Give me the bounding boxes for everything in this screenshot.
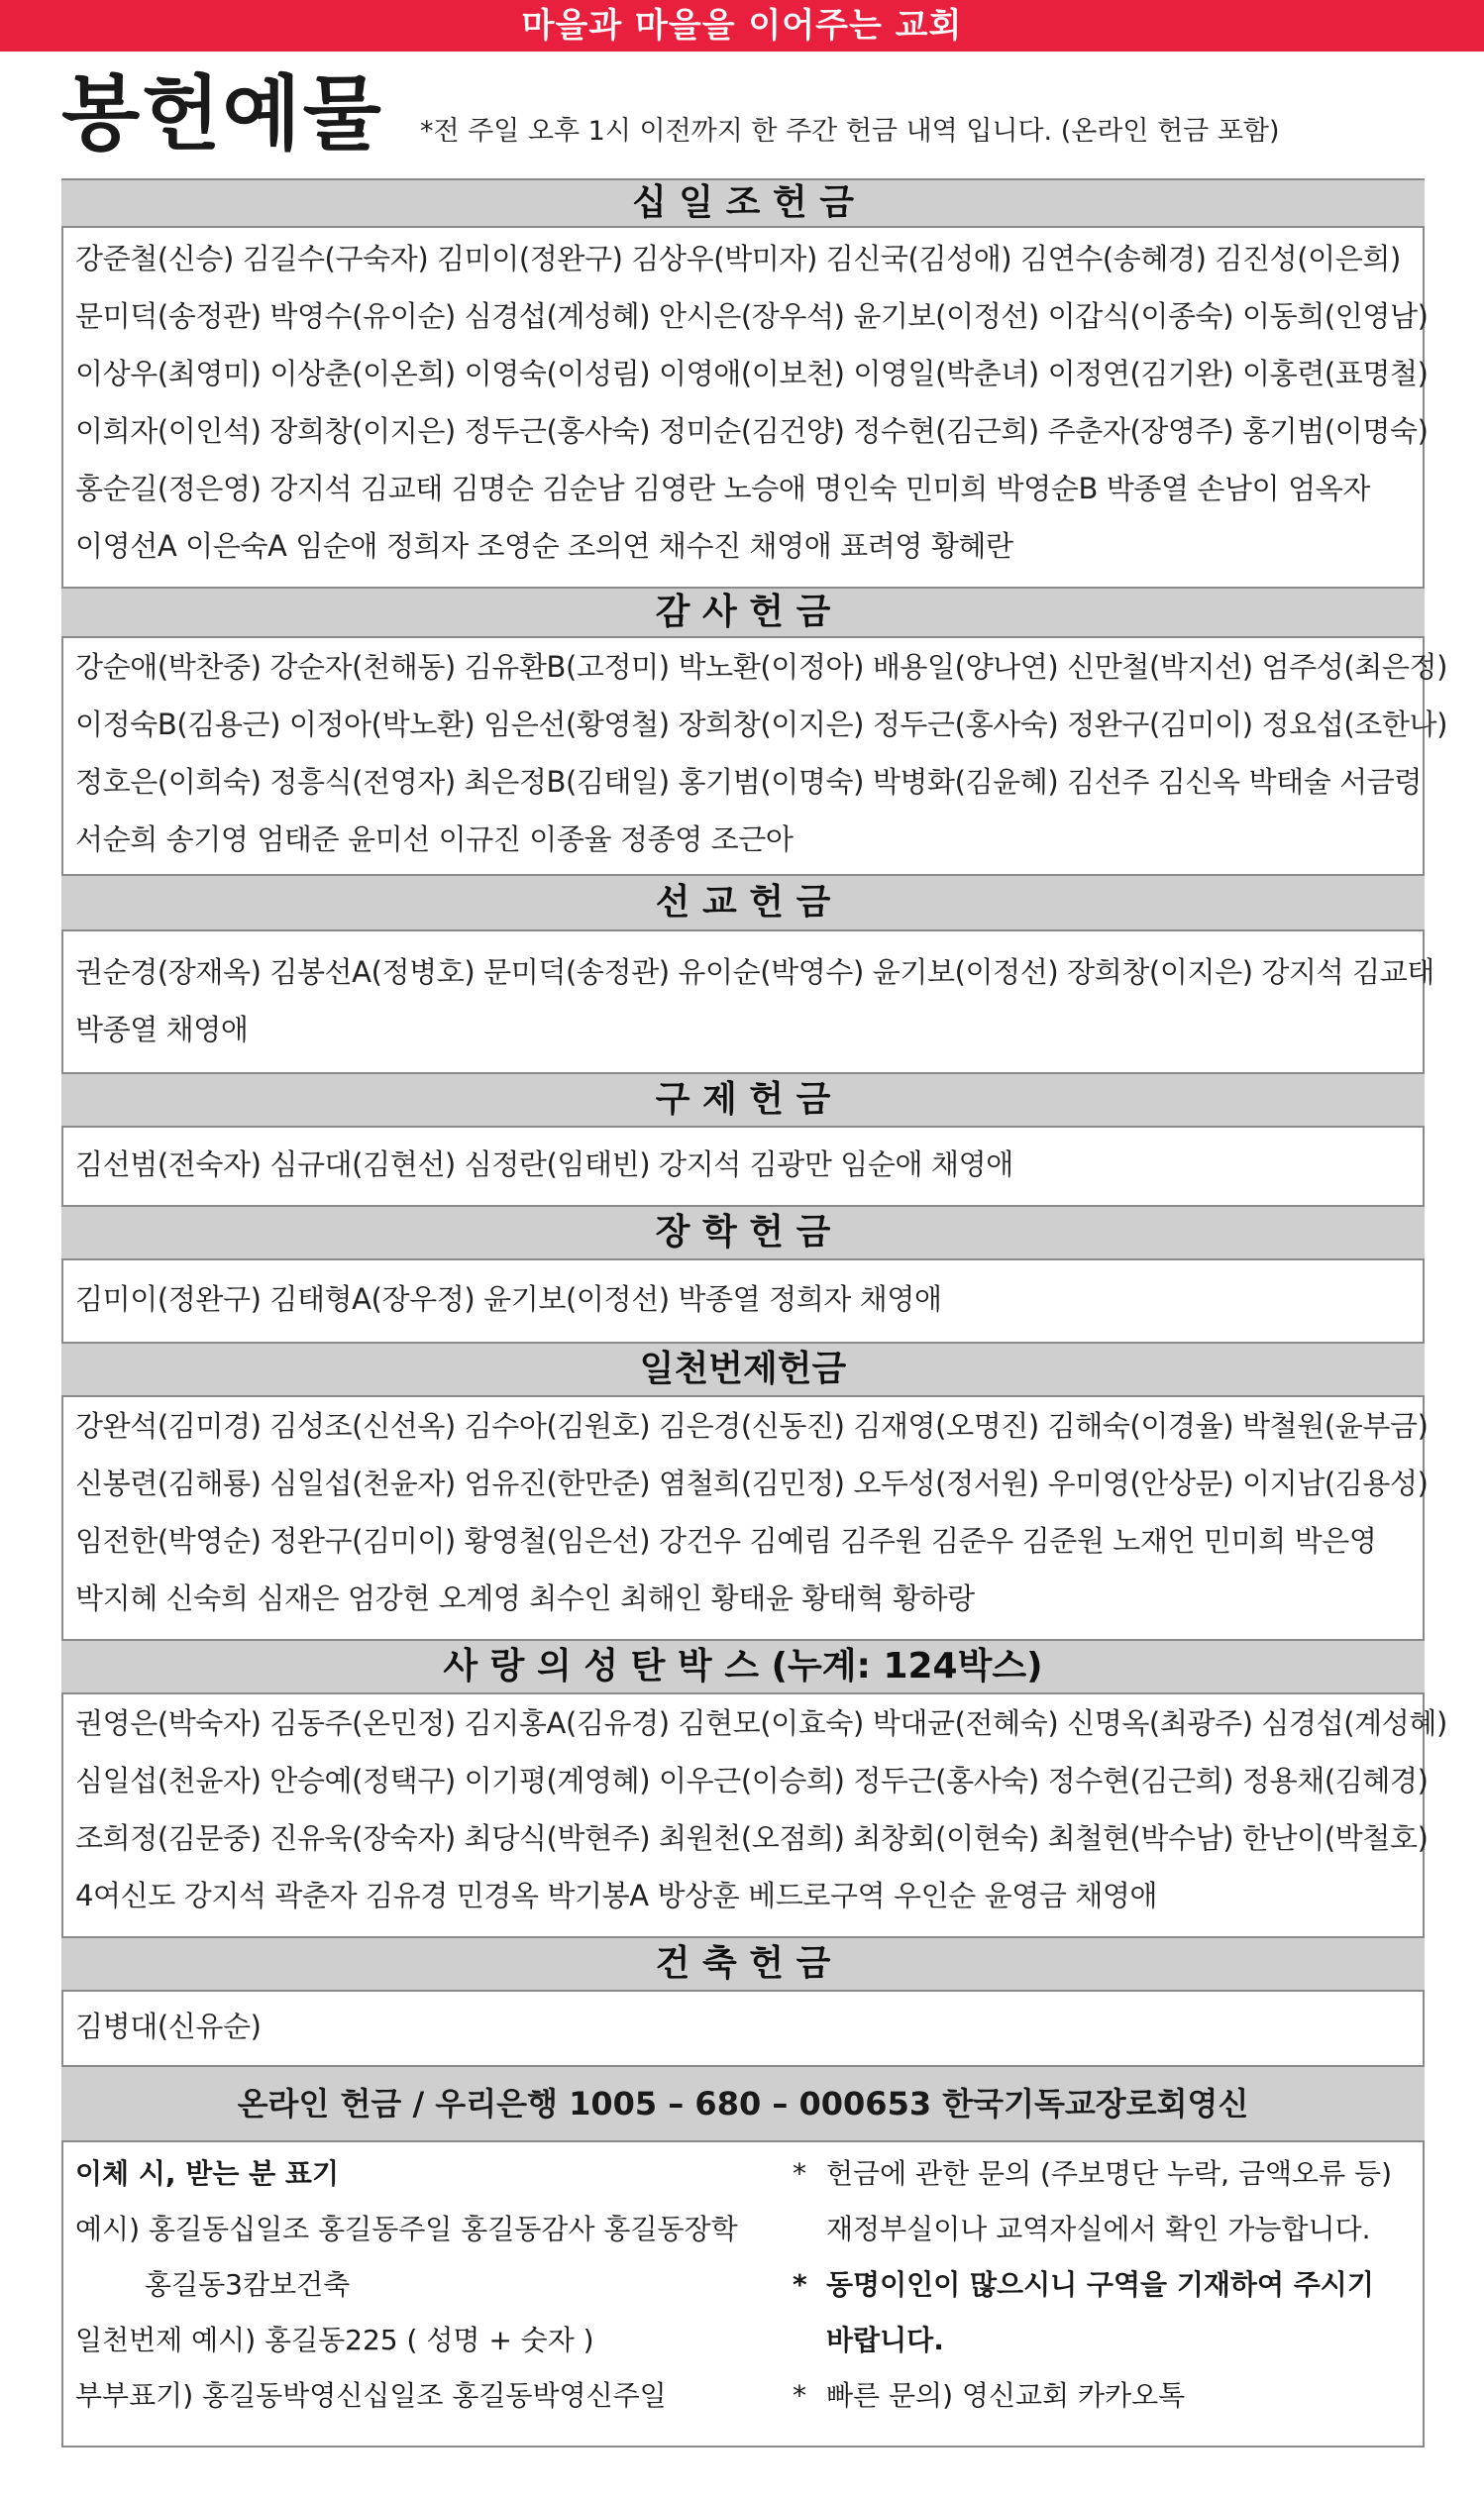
inquiry-notes	[793, 2146, 1407, 2424]
name-line: 박종열 채영애	[75, 1013, 249, 1046]
name-line: 임전한(박영순) 정완구(김미이) 황영철(임은선) 강건우 김예림 김주원 김준우 김준원 노재언 민미희 박은영	[75, 1524, 1377, 1558]
couple-example: 부부표기) 홍길동박영신십일조 홍길동박영신주일	[75, 2379, 667, 2412]
section-names	[75, 1998, 1411, 2055]
page-title: 봉헌예물	[61, 66, 383, 162]
name-line: 조희정(김문중) 진유욱(장숙자) 최당식(박현주) 최원천(오점희) 최창회(이현숙) 최철현(박수남) 한난이(박철호)	[75, 1821, 1429, 1855]
name-line: 문미덕(송정관) 박영수(유이순) 심경섭(계성혜) 안시은(장우석) 윤기보(이정선) 이갑식(이종숙) 이동희(인영남)	[75, 299, 1429, 333]
asterisk: *	[793, 2268, 807, 2301]
name-line: 이영선A 이은숙A 임순애 정희자 조영순 조의연 채수진 채영애 표려영 황혜란	[75, 529, 1013, 563]
same-name-note-cont: 바랍니다.	[826, 2324, 944, 2356]
transfer-instructions	[75, 2146, 769, 2424]
section-scholarship	[61, 1205, 1425, 1342]
church-banner: 마을과 마을을 이어주는 교회	[0, 0, 1484, 52]
section-tithe	[61, 178, 1429, 587]
section-title: 사 랑 의 성 탄 박 스 (누계: 124박스)	[61, 1639, 1425, 1694]
section-title: 건 축 헌 금	[61, 1936, 1425, 1992]
section-names	[75, 638, 1447, 868]
inquiry-text: 헌금에 관한 문의 (주보명단 누락, 금액오류 등)	[826, 2157, 1393, 2190]
name-line: 정호은(이희숙) 정흥식(전영자) 최은정B(김태일) 홍기범(이명숙) 박병화(김윤혜) 김선주 김신옥 박태술 서금령	[75, 765, 1422, 799]
name-line: 4여신도 강지석 곽춘자 김유경 민경옥 박기봉A 방상훈 베드로구역 우인순 윤영금 채영애	[75, 1879, 1158, 1912]
name-line: 권순경(장재옥) 김봉선A(정병호) 문미덕(송정관) 유이순(박영수) 윤기보(이정선) 장희창(이지은) 강지석 김교태	[75, 955, 1434, 989]
transfer-heading: 이체 시, 받는 분 표기	[75, 2157, 340, 2190]
name-line: 김병대(신유순)	[75, 2010, 262, 2043]
section-names	[75, 943, 1434, 1058]
kakao-note	[793, 2368, 1407, 2424]
asterisk: *	[793, 2157, 806, 2190]
section-thanks	[61, 587, 1447, 874]
name-line: 신봉련(김해룡) 심일섭(천윤자) 엄유진(한만준) 염철희(김민정) 오두성(정서원) 우미영(안상문) 이지남(김용성)	[75, 1467, 1429, 1500]
transfer-example: 예시) 홍길동십일조 홍길동주일 홍길동감사 홍길동장학	[75, 2213, 738, 2245]
inquiry-note-cont: 재정부실이나 교역자실에서 확인 가능합니다.	[826, 2213, 1371, 2245]
section-names	[75, 1694, 1447, 1924]
name-line: 강준철(신승) 김길수(구숙자) 김미이(정완구) 김상우(박미자) 김신국(김성애) 김연수(송혜경) 김진성(이은희)	[75, 242, 1401, 275]
section-title: 감 사 헌 금	[61, 587, 1425, 638]
section-names	[75, 1270, 1411, 1328]
name-line: 이정숙B(김용근) 이정아(박노환) 임은선(황영철) 장희창(이지은) 정두근(홍사숙) 정완구(김미이) 정요섭(조한나)	[75, 708, 1447, 741]
section-title: 구 제 헌 금	[61, 1072, 1425, 1128]
kakao-text: 빠른 문의) 영신교회 카카오톡	[826, 2379, 1186, 2412]
name-line: 서순희 송기영 엄태준 윤미선 이규진 이종율 정종영 조근아	[75, 822, 794, 856]
section-title: 선 교 헌 금	[61, 874, 1425, 931]
section-thousand-offering	[61, 1342, 1429, 1639]
title-row	[0, 52, 1484, 176]
section-title: 장 학 헌 금	[61, 1205, 1425, 1260]
offering-note: *전 주일 오후 1시 이전까지 한 주간 헌금 내역 입니다. (온라인 헌금 포함)	[420, 116, 1280, 147]
section-relief	[61, 1072, 1425, 1205]
section-names	[75, 230, 1429, 575]
name-line: 심일섭(천윤자) 안승예(정택구) 이기평(계영혜) 이우근(이승희) 정두근(홍사숙) 정수현(김근희) 정용채(김혜경)	[75, 1764, 1429, 1797]
name-line: 박지혜 신숙희 심재은 엄강현 오계영 최수인 최해인 황태윤 황태혁 황하랑	[75, 1581, 975, 1615]
section-title: 일천번제헌금	[61, 1342, 1425, 1397]
name-line: 홍순길(정은영) 강지석 김교태 김명순 김순남 김영란 노승애 명인숙 민미희 박영순B 박종열 손남이 엄옥자	[75, 472, 1370, 505]
name-line: 김미이(정완구) 김태형A(장우정) 윤기보(이정선) 박종열 정희자 채영애	[75, 1282, 942, 1316]
name-line: 이상우(최영미) 이상춘(이온희) 이영숙(이성림) 이영애(이보천) 이영일(박춘녀) 이정연(김기완) 이홍련(표명철)	[75, 357, 1429, 390]
name-line: 권영은(박숙자) 김동주(온민정) 김지홍A(김유경) 김현모(이효숙) 박대균(전혜숙) 신명옥(최광주) 심경섭(계성혜)	[75, 1706, 1447, 1740]
name-line: 이희자(이인석) 장희창(이지은) 정두근(홍사숙) 정미순(김건양) 정수현(김근희) 주춘자(장영주) 홍기범(이명숙)	[75, 414, 1429, 448]
section-names	[75, 1136, 1411, 1193]
asterisk: *	[793, 2379, 806, 2412]
same-name-text: 동명이인이 많으시니 구역을 기재하여 주시기	[826, 2268, 1374, 2301]
name-line: 김선범(전숙자) 심규대(김현선) 심정란(임태빈) 강지석 김광만 임순애 채영애	[75, 1147, 1013, 1181]
thousand-offering-example: 일천번제 예시) 홍길동225 ( 성명 + 숫자 )	[75, 2324, 594, 2356]
transfer-example-cont: 홍길동3캄보건축	[145, 2268, 351, 2301]
section-mission	[61, 874, 1434, 1072]
name-line: 강완석(김미경) 김성조(신선옥) 김수아(김원호) 김은경(신동진) 김재영(오명진) 김해숙(이경율) 박철원(윤부금)	[75, 1409, 1429, 1443]
section-christmas-box	[61, 1639, 1447, 1936]
same-name-note	[793, 2257, 1407, 2313]
section-building	[61, 1936, 1425, 2065]
section-names	[75, 1397, 1429, 1627]
section-title: 십 일 조 헌 금	[61, 178, 1425, 228]
online-offering-account: 온라인 헌금 / 우리은행 1005 – 680 – 000653 한국기독교장로회영신	[61, 2065, 1425, 2142]
name-line: 강순애(박찬중) 강순자(천해동) 김유환B(고정미) 박노환(이정아) 배용일(양나연) 신만철(박지선) 엄주성(최은정)	[75, 650, 1447, 684]
inquiry-note	[793, 2146, 1407, 2202]
